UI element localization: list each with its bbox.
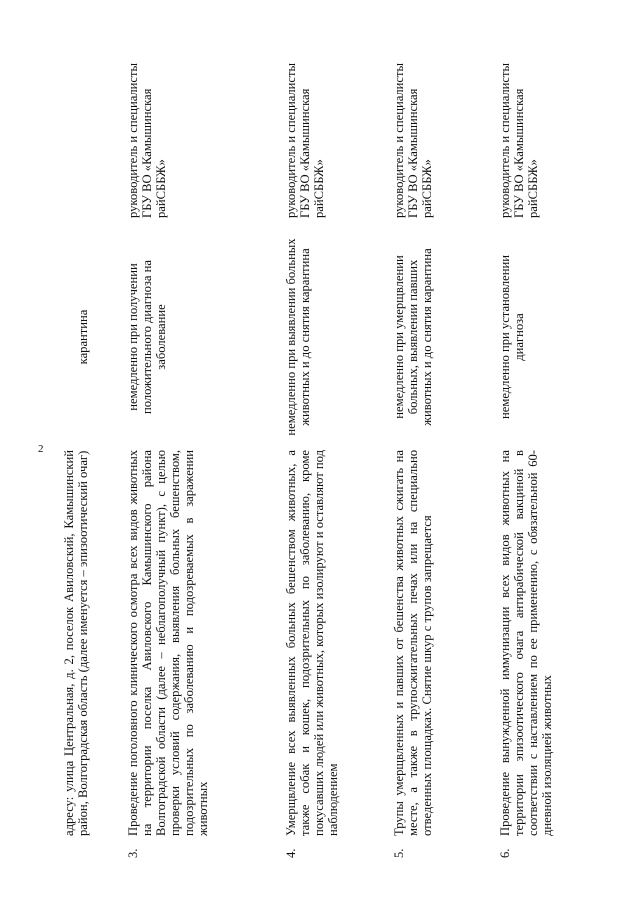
measure-text: Трупы умерщвленных и павших от бешенства животных сжигать на месте, а также в трупосжигательных печах или на специально отведенных площадках. Снятие шкур с трупов запрещается bbox=[392, 450, 435, 836]
measure-responsible: руководитель и специалисты ГБУ ВО «Камышинская райСББЖ» bbox=[498, 63, 541, 218]
measure-term: карантина bbox=[76, 309, 90, 365]
measure-responsible: руководитель и специалисты ГБУ ВО «Камышинская райСББЖ» bbox=[392, 63, 435, 218]
measure-text: адресу: улица Центральная, д. 2, поселок Авиловский, Камышинский район, Волгоградская область (далее именуется – эпизоотический очаг) bbox=[62, 450, 91, 836]
measure-term: немедленно при умерщвлении больных, выявлении павших животных и до снятия карантина bbox=[392, 248, 435, 426]
measure-term: немедленно при выявлении больных животных и до снятия карантина bbox=[284, 238, 313, 436]
page-number: 2 bbox=[38, 443, 44, 455]
measure-responsible: руководитель и специалисты ГБУ ВО «Камышинская райСББЖ» bbox=[126, 63, 169, 218]
measure-text: Проведение поголовного клинического осмотра всех видов животных на территории поселка Авиловского Камышинского района Волгоградской области (далее – неблагополучный пункт), с целью проверки условий содержания, выявления больных бешенством, подозрительных по заболеванию и подозреваемых в заражении животных bbox=[126, 450, 211, 836]
row-number: 3. bbox=[126, 848, 140, 858]
measure-term: немедленно при получении положительного диагноза на заболевание bbox=[126, 260, 169, 415]
measure-text: Умерщвление всех выявленных больных бешенством животных, а также собак и кошек, подозрительных по заболеванию, кроме покусавших людей или животных, которых изолируют и оставляют под наблюдением bbox=[284, 450, 341, 836]
measure-text: Проведение вынужденной иммунизации всех видов животных на территории эпизоотического очага антирабической вакциной в соответствии с наставлением по ее применению, с обязательной 60-дневной изоляцией животных bbox=[498, 450, 555, 836]
row-number: 4. bbox=[284, 848, 298, 858]
row-number: 5. bbox=[392, 848, 406, 858]
row-number: 6. bbox=[498, 848, 512, 858]
measure-responsible: руководитель и специалисты ГБУ ВО «Камышинская райСББЖ» bbox=[284, 63, 327, 218]
measure-term: немедленно при установлении диагноза bbox=[498, 255, 527, 419]
measures-table bbox=[62, 48, 582, 858]
